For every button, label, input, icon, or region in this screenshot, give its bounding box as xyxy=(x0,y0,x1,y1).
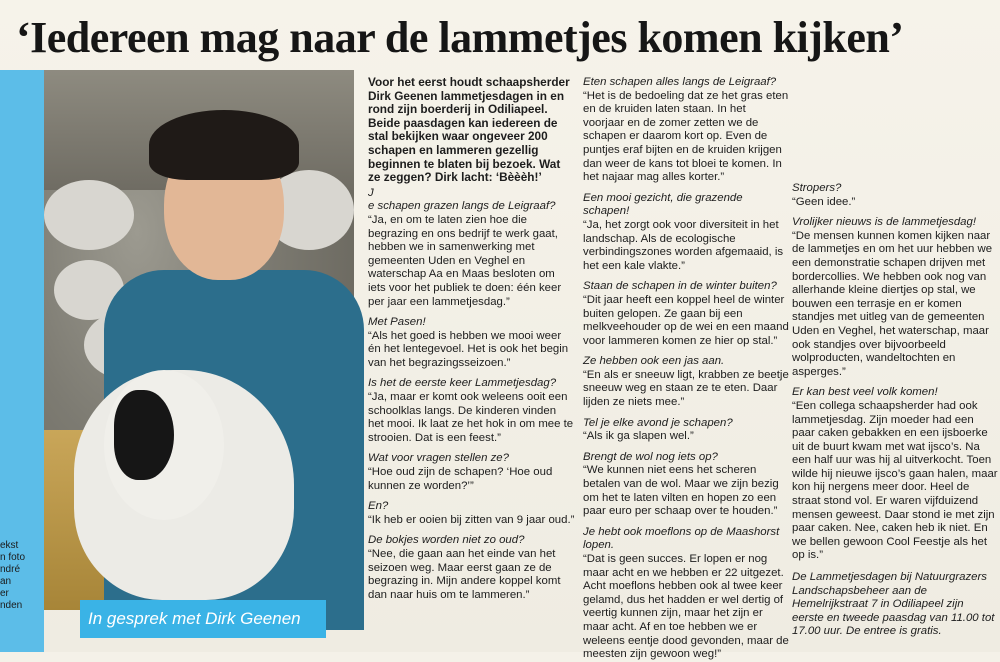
answer: “De mensen kunnen komen kijken naar de lammetjes en om het uur hebben we een demonstratie schapen drijven met bordercollies. We hebben ook nog van allerhande kleine diertjes op stal, we bouwen een terrasje en er komen standjes met uitleg van de gemeenten Uden en Veghel, het waterschap, maar ook standjes over bijvoorbeeld wolproducten, wandeltochten en asperges.” xyxy=(792,229,993,378)
answer: “Dit jaar heeft een koppel heel de winter buiten gelopen. Ze gaan bij een melkveehouder op de wei en een maand voor lammeren komen ze hier op stal.” xyxy=(583,293,789,347)
question: Stropers? xyxy=(792,182,842,194)
question: Eten schapen alles langs de Leigraaf? xyxy=(583,76,777,88)
question: Is het de eerste keer Lammetjesdag? xyxy=(368,377,557,390)
answer: “Een collega schaapsherder had ook lammetjesdag. Zijn moeder had een paar caken gebakken en een ijsboerke uit de buurt kwam met wat ijsco’s. Na een half uur was hij al uitverkocht. Toen wilde hij nieuwe ijsco’s gaan halen, maar kon hij nergens meer door. Heel de straat stond vol. Er waren vijfduizend mensen geweest. Daar stond ie met zijn paar caken. Nee, caken heb ik niet. En we bellen gewoon Cool Feestje als het op is.” xyxy=(792,399,998,562)
article-column-1 xyxy=(368,76,575,646)
headline: ‘Iedereen mag naar de lammetjes komen kijken’ xyxy=(16,13,904,62)
answer: “Geen idee.” xyxy=(792,195,856,208)
question: En? xyxy=(368,500,389,513)
answer: “Als het goed is hebben we mooi weer én het lentegevoel. Het is ook het begin van het begrazingsseizoen.” xyxy=(368,329,569,369)
answer: “Ja, maar er komt ook weleens ooit een schoolklas langs. De kinderen vinden het mooi. Ik laat ze het hok in om mee te strooien. Dat is een feest.” xyxy=(368,391,574,444)
answer: “Hoe oud zijn de schapen? ‘Hoe oud kunnen ze worden?’” xyxy=(368,466,553,492)
photo-sheep-bg-1 xyxy=(44,180,134,250)
event-info-note: De Lammetjesdagen bij Natuurgrazers Landschapsbeheer aan de Hemelrijkstraat 7 in Odiliapeel zijn eerste en tweede paasdag van 11.00 tot 17.00 uur. De entree is gratis. xyxy=(792,571,995,638)
answer: “Als ik ga slapen wel.” xyxy=(583,430,694,443)
answer: “Ik heb er ooien bij zitten van 9 jaar oud.” xyxy=(368,513,575,526)
question: Tel je elke avond je schapen? xyxy=(583,416,733,429)
question: De bokjes worden niet zo oud? xyxy=(368,534,525,547)
question: Ze hebben ook een jas aan. xyxy=(583,355,725,368)
question: Met Pasen! xyxy=(368,316,426,329)
article-column-3 xyxy=(792,74,998,644)
question: Er kan best veel volk komen! xyxy=(792,386,938,399)
photo-credit: ekst n foto ndré an er nden xyxy=(0,540,26,611)
article-lead: Voor het eerst houdt schaapsherder Dirk Geenen lammetjesdagen in en rond zijn boerderij in Odiliapeel. Beide paasdagen kan iedereen de stal bekijken waar ongeveer 200 schapen en lammeren gezellig beginnen te blaten bij bezoek. Wat ze zeggen? Dirk lacht: ‘Bèèèh!’ xyxy=(368,75,570,185)
question: Je hebt ook moeflons op de Maashorst lopen. xyxy=(583,525,780,552)
answer: “En als er sneeuw ligt, krabben ze beetje sneeuw weg en staan ze te eten. Daar lijden ze niets mee.” xyxy=(583,368,789,409)
article-column-2 xyxy=(583,76,789,661)
answer: “Het is de bedoeling dat ze het gras eten en de kruiden laten staan. In het voorjaar en de zomer zetten we de schapen er daarom kort op. Even de puntjes eraf bijten en de kruiden krijgen dan weer de kans tot bloei te komen. In het najaar mag alles korter.” xyxy=(583,89,789,184)
question: Vrolijker nieuws is de lammetjesdag! xyxy=(792,216,977,229)
question: Een mooi gezicht, die grazende schapen! xyxy=(583,191,743,218)
question: Brengt de wol nog iets op? xyxy=(583,450,718,463)
answer: “Dat is geen succes. Er lopen er nog maar acht en we hebben er 22 uitgezet. Acht moeflons hebben ook al twee keer gelamd, dus het hadden er wel dertig of veertig kunnen zijn, maar het zijn er maar acht. Af en toe hebben we er weleens eentje dood gevonden, maar de meesten zijn gewoon weg!” xyxy=(583,553,789,661)
photo-caption: In gesprek met Dirk Geenen xyxy=(80,600,326,638)
photo-lamb-black-patch xyxy=(114,390,174,480)
question: Wat voor vragen stellen ze? xyxy=(368,452,509,465)
photo-shepherd-with-lamb xyxy=(44,70,354,610)
answer: “Nee, die gaan aan het einde van het seizoen weg. Maar eerst gaan ze de begrazing in. Mijn andere koppel komt dan naar huis om te lammeren.” xyxy=(368,548,561,601)
photo-person-hair xyxy=(149,110,299,180)
question: Staan de schapen in de winter buiten? xyxy=(583,280,777,293)
answer: “Ja, het zorgt ook voor diversiteit in het landschap. Als de ecologische verbindingszones worden afgemaaid, is het een kale vlakte.” xyxy=(583,218,784,272)
question: J e schapen grazen langs de Leigraaf? xyxy=(368,186,556,213)
answer: “We kunnen niet eens het scheren betalen van de wol. Maar we zijn bezig om het te laten vilten en hopen zo een paar euro per schaap over te houden.” xyxy=(583,464,779,518)
answer: “Ja, en om te laten zien hoe die begrazing en ons bedrijf te werk gaat, hebben we in samenwerking met gemeenten Uden en Veghel en waterschap Aa en Maas besloten om iets voor het publiek te doen: één keer per jaar een lammetjesdag.” xyxy=(368,213,562,308)
